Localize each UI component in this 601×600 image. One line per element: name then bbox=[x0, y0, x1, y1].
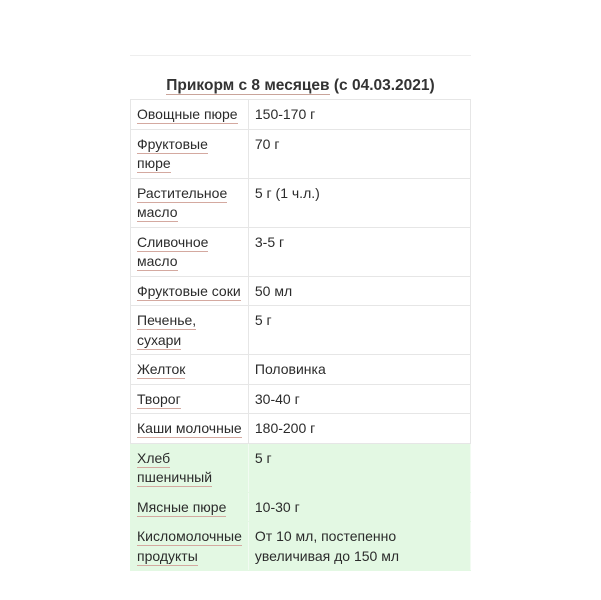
amount-cell: 180-200 г bbox=[248, 414, 470, 444]
product-cell bbox=[131, 178, 249, 227]
product-link[interactable]: Желток bbox=[137, 361, 186, 377]
product-link[interactable]: Кисломолочные продукты bbox=[137, 528, 242, 564]
amount-cell: 5 г bbox=[248, 443, 470, 492]
product-cell bbox=[131, 129, 249, 178]
title-link[interactable]: Прикорм с 8 месяцев bbox=[166, 77, 330, 94]
product-link[interactable]: Хлеб пшеничный bbox=[137, 449, 213, 485]
product-cell bbox=[131, 355, 249, 385]
product-cell bbox=[131, 522, 249, 571]
amount-cell: 70 г bbox=[248, 129, 470, 178]
table-row bbox=[131, 227, 471, 276]
product-link[interactable]: Фруктовые соки bbox=[137, 282, 241, 299]
amount-cell: 5 г bbox=[248, 306, 470, 355]
table-row bbox=[131, 384, 471, 414]
amount-cell: 150-170 г bbox=[248, 100, 470, 130]
amount-cell: 50 мл bbox=[248, 276, 470, 306]
product-cell bbox=[131, 384, 249, 414]
amount-cell: 30-40 г bbox=[248, 384, 470, 414]
product-cell bbox=[131, 414, 249, 444]
table-row bbox=[131, 276, 471, 306]
table-row bbox=[131, 100, 471, 130]
table-row bbox=[131, 443, 471, 492]
product-cell bbox=[131, 443, 249, 492]
table-row bbox=[131, 355, 471, 385]
table-row bbox=[131, 306, 471, 355]
product-link[interactable]: Творог bbox=[137, 390, 181, 407]
feeding-table bbox=[130, 99, 471, 571]
title-date: (с 04.03.2021) bbox=[329, 77, 435, 94]
product-cell bbox=[131, 100, 249, 130]
table-row bbox=[131, 414, 471, 444]
top-divider bbox=[130, 55, 471, 56]
product-link[interactable]: Мясные пюре bbox=[137, 498, 227, 515]
product-link[interactable]: Фруктовые пюре bbox=[137, 135, 208, 171]
product-cell bbox=[131, 227, 249, 276]
product-cell bbox=[131, 276, 249, 306]
product-link[interactable]: Овощные пюре bbox=[137, 106, 238, 122]
amount-cell: 5 г (1 ч.л.) bbox=[248, 178, 470, 227]
table-row bbox=[131, 522, 471, 571]
amount-cell: Половинка bbox=[248, 355, 470, 385]
table-row bbox=[131, 492, 471, 522]
amount-cell: 10-30 г bbox=[248, 492, 470, 522]
table-row bbox=[131, 178, 471, 227]
product-link[interactable]: Растительное масло bbox=[137, 184, 228, 220]
table-row bbox=[131, 129, 471, 178]
product-link[interactable]: Сливочное масло bbox=[137, 233, 209, 269]
product-link[interactable]: Печенье, сухари bbox=[137, 312, 197, 348]
amount-cell: От 10 мл, постепенно увеличивая до 150 мл bbox=[248, 522, 470, 571]
product-link[interactable]: Каши молочные bbox=[137, 420, 242, 436]
table-title bbox=[130, 77, 471, 95]
product-cell bbox=[131, 306, 249, 355]
product-cell bbox=[131, 492, 249, 522]
amount-cell: 3-5 г bbox=[248, 227, 470, 276]
